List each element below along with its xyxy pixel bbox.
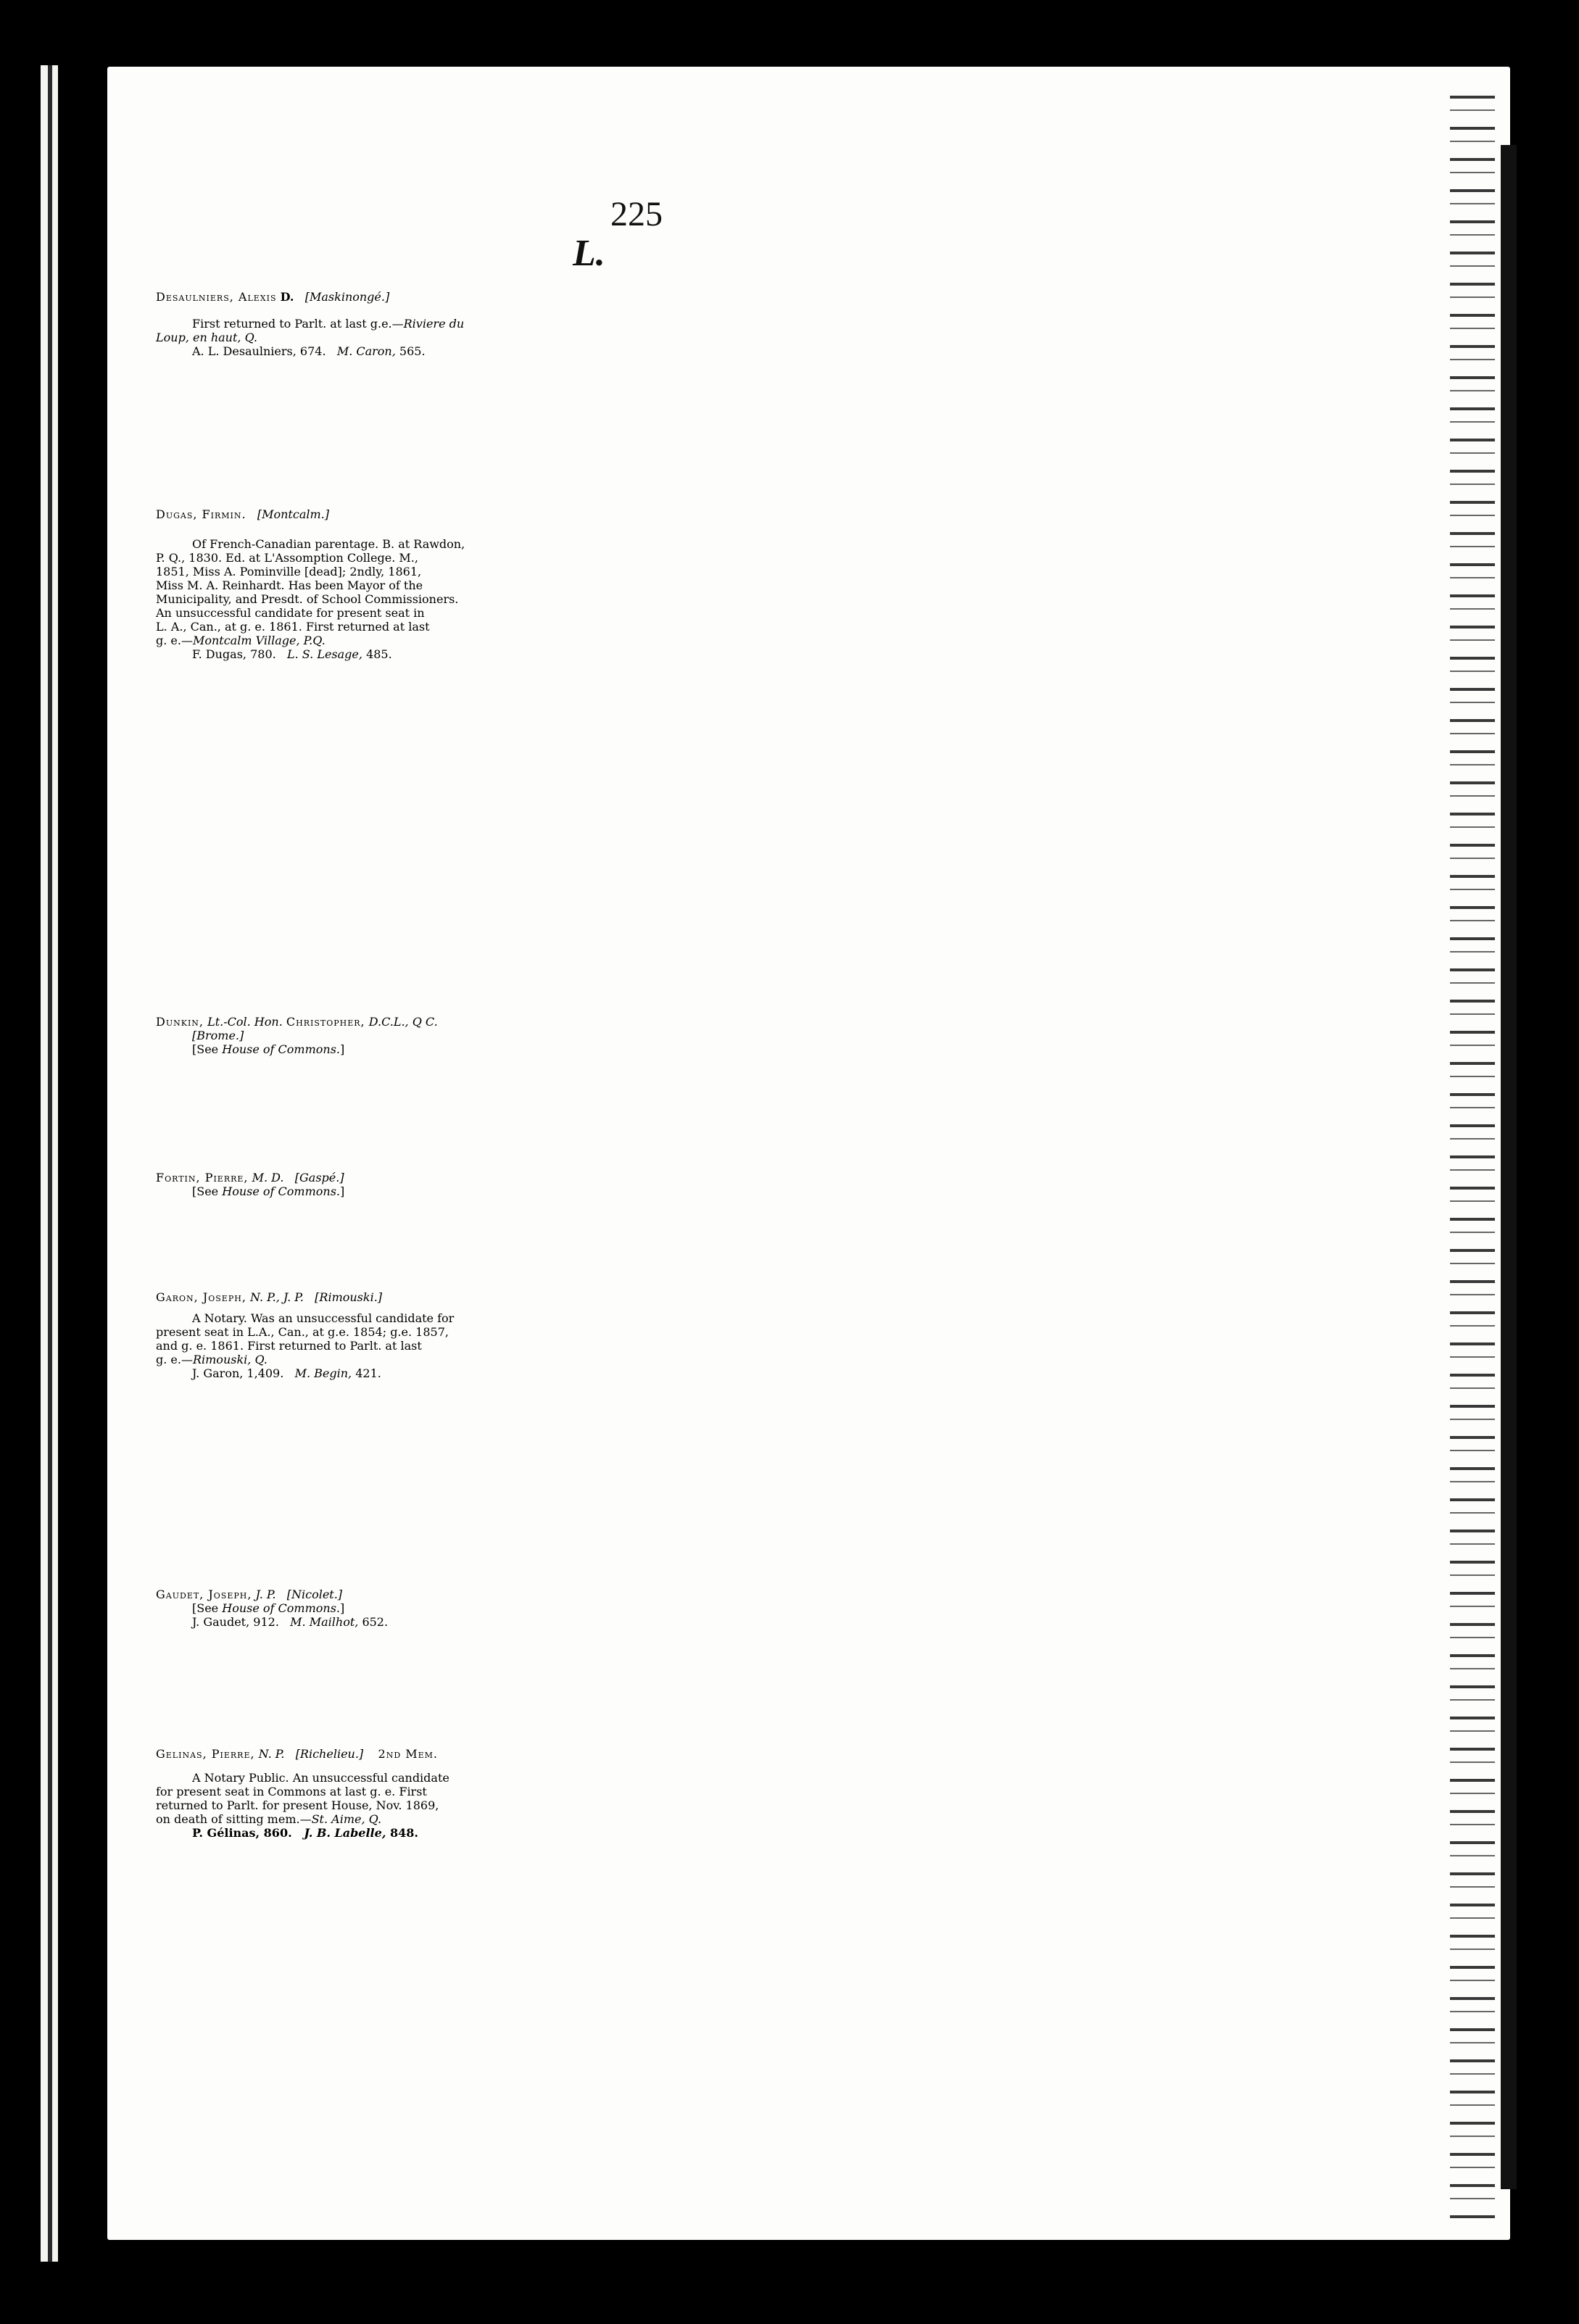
entry-text: First returned to Parlt. at last g.e.—: [192, 317, 404, 331]
entry-text: for present seat in Commons at last g. e. First: [156, 1785, 427, 1798]
vote-winner: F. Dugas, 780.: [192, 647, 276, 661]
entry-riding: [Brome.]: [192, 1029, 244, 1042]
vote-winner: J. Gaudet, 912.: [192, 1615, 279, 1629]
entry-gaudet: [156, 1588, 1164, 1629]
entry-name: Gaudet, Joseph,: [156, 1588, 252, 1601]
entry-text-italic: Riviere du: [403, 317, 465, 331]
entry-riding: [Montcalm.]: [257, 507, 329, 521]
entry-riding: [Nicolet.]: [286, 1588, 343, 1601]
left-binding-shadow: [48, 65, 52, 2262]
entry-text: g. e.—: [156, 634, 193, 647]
entry-riding: [Gaspé.]: [294, 1171, 344, 1184]
vote-loser-name: M. Caron,: [336, 344, 396, 358]
entry-text: P. Q., 1830. Ed. at L'Assomption College. M.,: [156, 551, 418, 565]
entry-name: Gelinas, Pierre,: [156, 1747, 255, 1761]
entry-text: returned to Parlt. for present House, Nov. 1869,: [156, 1798, 439, 1812]
see-reference-end: ]: [339, 1184, 345, 1198]
entry-text-italic: Rimouski, Q.: [192, 1353, 268, 1366]
entry-title: Lt.-Col. Hon.: [207, 1015, 283, 1029]
entry-gelinas: [156, 1747, 1164, 1840]
page-number: 225: [610, 195, 663, 233]
entry-riding: [Rimouski.]: [315, 1290, 383, 1304]
entry-name: Dugas, Firmin.: [156, 507, 246, 521]
see-reference: [See: [192, 1184, 219, 1198]
entry-dunkin: [156, 1015, 1164, 1056]
vote-loser-count: 485.: [366, 647, 392, 661]
entry-title: M. D.: [252, 1171, 284, 1184]
entry-text: An unsuccessful candidate for present seat in: [156, 606, 425, 620]
entry-title: N. P., J. P.: [250, 1290, 304, 1304]
vote-loser-count: 848.: [389, 1826, 418, 1840]
entry-title: J. P.: [255, 1588, 276, 1601]
right-page-edge: [1450, 80, 1495, 2225]
see-reference-end: ]: [339, 1042, 345, 1056]
entry-name: Christopher,: [286, 1015, 365, 1029]
page-sheet: [107, 67, 1510, 2240]
see-reference-italic: House of Commons.: [222, 1184, 340, 1198]
entry-name: Fortin, Pierre,: [156, 1171, 249, 1184]
entry-text: 1851, Miss A. Pominville [dead]; 2ndly, 1861,: [156, 565, 422, 578]
vote-loser-count: 421.: [355, 1366, 381, 1380]
see-reference-italic: House of Commons.: [222, 1042, 340, 1056]
entry-text-italic: St. Aime, Q.: [311, 1812, 382, 1826]
see-reference-end: ]: [339, 1601, 345, 1615]
vote-loser-count: 652.: [362, 1615, 389, 1629]
entry-text: Of French-Canadian parentage. B. at Rawdon,: [192, 537, 465, 551]
entry-text: and g. e. 1861. First returned to Parlt. at last: [156, 1339, 422, 1353]
see-reference: [See: [192, 1042, 219, 1056]
vote-loser-count: 565.: [399, 344, 426, 358]
vote-winner: J. Garon, 1,409.: [192, 1366, 284, 1380]
entry-garon: [156, 1290, 1164, 1380]
entry-text: L. A., Can., at g. e. 1861. First returned at last: [156, 620, 430, 634]
entry-note: 2nd Mem.: [378, 1747, 438, 1761]
right-binding-shadow: [1501, 145, 1517, 2189]
entry-text-italic: Loup, en haut, Q.: [156, 331, 257, 344]
vote-winner: P. Gélinas, 860.: [192, 1826, 292, 1840]
see-reference: [See: [192, 1601, 219, 1615]
entry-text: present seat in L.A., Can., at g.e. 1854; g.e. 1857,: [156, 1325, 449, 1339]
entry-name: Desaulniers, Alexis: [156, 290, 277, 304]
entry-desaulniers: [156, 290, 1164, 358]
vote-loser-name: L. S. Lesage,: [286, 647, 362, 661]
entry-dugas: [156, 507, 1164, 661]
entry-title: D.C.L., Q C.: [368, 1015, 438, 1029]
entry-initial: D.: [280, 290, 294, 304]
see-reference-italic: House of Commons.: [222, 1601, 340, 1615]
handwritten-mark: L.: [573, 233, 605, 274]
entry-text: Municipality, and Presdt. of School Commissioners.: [156, 592, 459, 606]
vote-loser-name: J. B. Labelle,: [304, 1826, 386, 1840]
entry-text: on death of sitting mem.—: [156, 1812, 312, 1826]
entry-text: g. e.—: [156, 1353, 193, 1366]
vote-loser-name: M. Begin,: [294, 1366, 352, 1380]
entry-riding: [Richelieu.]: [295, 1747, 364, 1761]
entry-fortin: [156, 1171, 1164, 1198]
entry-text: A Notary Public. An unsuccessful candidate: [192, 1771, 449, 1785]
entry-text-italic: Montcalm Village, P.Q.: [192, 634, 326, 647]
vote-winner: A. L. Desaulniers, 674.: [192, 344, 326, 358]
vote-loser-name: M. Mailhot,: [290, 1615, 359, 1629]
entry-name: Dunkin,: [156, 1015, 204, 1029]
entry-title: N. P.: [258, 1747, 285, 1761]
entry-name: Garon, Joseph,: [156, 1290, 246, 1304]
entry-text: Miss M. A. Reinhardt. Has been Mayor of the: [156, 578, 423, 592]
entry-riding: [Maskinongé.]: [304, 290, 390, 304]
entry-text: A Notary. Was an unsuccessful candidate for: [192, 1311, 455, 1325]
